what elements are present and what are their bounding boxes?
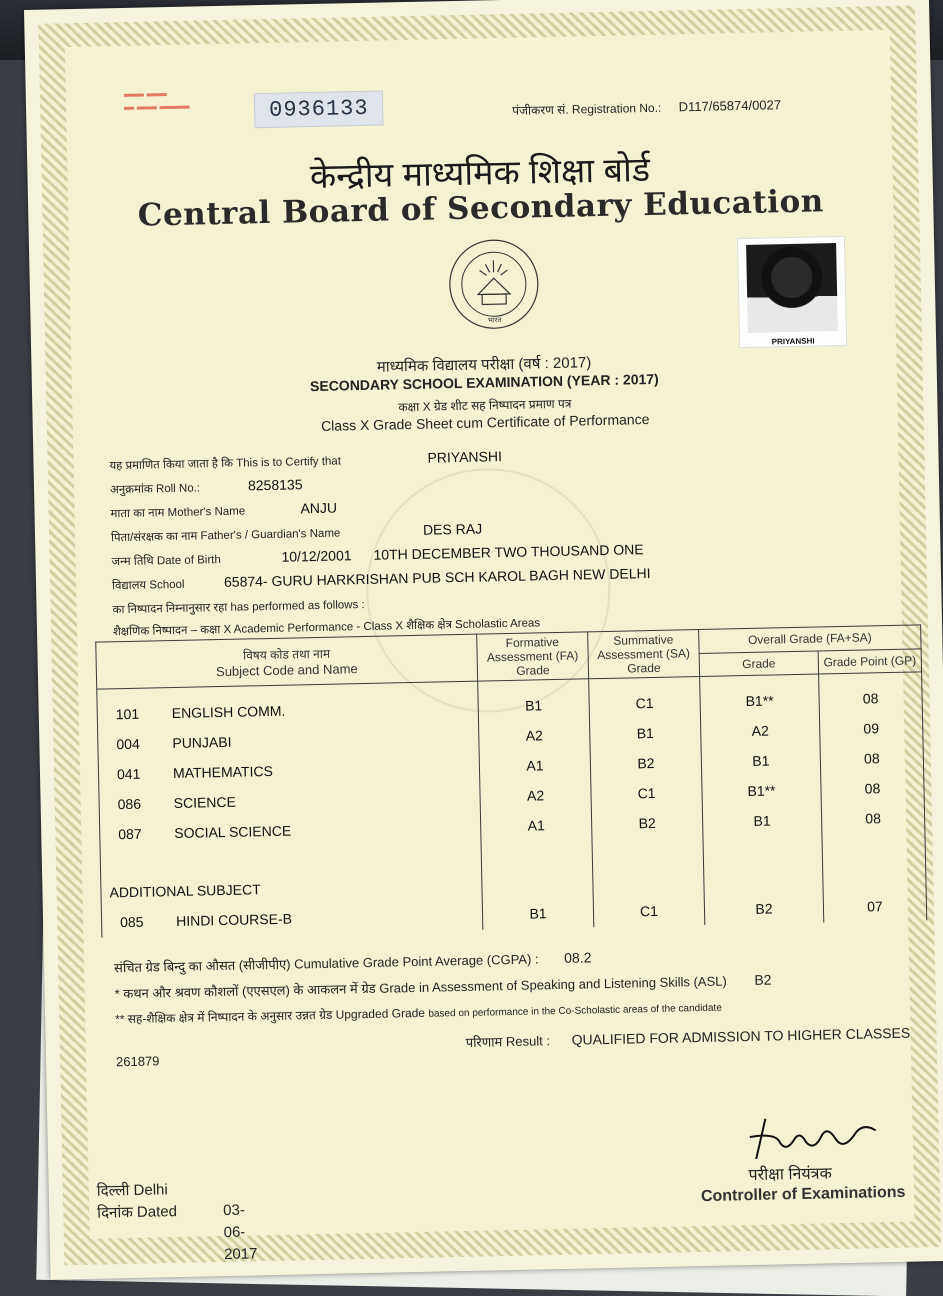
father-label: पिता/संरक्षक का नाम Father's / Guardian's Name bbox=[110, 527, 341, 545]
table-row: 087 SOCIAL SCIENCE bbox=[118, 822, 292, 843]
red-stamp: ▬▬ ▬▬ ▬ ▬▬ ▬▬▬ bbox=[123, 88, 190, 113]
fa-header: Formative Assessment (FA) Grade bbox=[477, 632, 589, 681]
exam-title-hindi: माध्यमिक विद्यालय परीक्षा (वर्ष : 2017) bbox=[376, 354, 592, 376]
roll-number: 8258135 bbox=[247, 476, 303, 494]
mother-name: ANJU bbox=[300, 499, 338, 517]
subject-header-english: Subject Code and Name bbox=[215, 661, 358, 680]
registration-row bbox=[512, 96, 781, 119]
sa-column: C1 B1 B2 C1 B2 C1 bbox=[589, 676, 705, 927]
cgpa-value: 08.2 bbox=[564, 949, 592, 966]
academic-label: शैक्षणिक निष्पादन – कक्षा X Academic Performance - Class X शैक्षिक क्षेत्र Scholastic Areas bbox=[112, 617, 541, 639]
dated-label: दिनांक Dated bbox=[97, 1203, 178, 1222]
photo-caption: PRIYANSHI bbox=[771, 336, 815, 347]
board-name-hindi: केन्द्रीय माध्यमिक शिक्षा बोर्ड bbox=[309, 150, 651, 197]
additional-subject-label: ADDITIONAL SUBJECT bbox=[109, 881, 261, 901]
certify-label: यह प्रमाणित किया जाता है कि This is to Certify that bbox=[109, 455, 342, 473]
cbse-emblem-icon bbox=[447, 237, 541, 331]
place-date-block bbox=[96, 1179, 258, 1264]
controller-title-english: Controller of Examinations bbox=[700, 1183, 906, 1206]
subject-header bbox=[96, 634, 478, 689]
student-name: PRIYANSHI bbox=[427, 448, 503, 466]
roll-row bbox=[109, 476, 303, 497]
table-row: 004 PUNJABI bbox=[116, 733, 232, 753]
dob-label: जन्म तिथि Date of Birth bbox=[111, 554, 221, 569]
photo-image bbox=[746, 243, 838, 333]
certificate-body bbox=[65, 30, 917, 1264]
controller-title-hindi: परीक्षा नियंत्रक bbox=[748, 1165, 832, 1185]
asl-label: * कथन और श्रवण कौशलों (एएसएल) के आकलन में ग्रेड Grade in Assessment of Speaking and Listening Skills (ASL) bbox=[114, 973, 727, 1002]
student-photo bbox=[737, 236, 847, 348]
registration-label: पंजीकरण सं. Registration No.: bbox=[512, 100, 662, 118]
table-row: 086 SCIENCE bbox=[117, 793, 237, 813]
exam-title-english: SECONDARY SCHOOL EXAMINATION (YEAR : 2017) bbox=[309, 370, 659, 395]
performed-label: का निष्पादन निम्नानुसार रहा has performed as follows : bbox=[112, 598, 365, 617]
school-name: 65874- GURU HARKRISHAN PUB SCH KAROL BAGH NEW DELHI bbox=[223, 565, 651, 590]
controller-signature bbox=[735, 1110, 896, 1163]
roll-label: अनुक्रमांक Roll No.: bbox=[109, 482, 201, 497]
subject-header-hindi: विषय कोड तथा नाम bbox=[242, 646, 331, 663]
subject-column bbox=[97, 681, 483, 937]
registration-number: D117/65874/0027 bbox=[678, 97, 782, 115]
code-number: 261879 bbox=[115, 1053, 160, 1070]
sheet-title-english: Class X Grade Sheet cum Certificate of Performance bbox=[320, 410, 650, 434]
asl-value: B2 bbox=[754, 971, 772, 988]
asl-row bbox=[114, 971, 771, 1003]
grade-column: B1** A2 B1 B1** B1 B2 bbox=[700, 674, 824, 925]
result-value: QUALIFIED FOR ADMISSION TO HIGHER CLASSES bbox=[571, 1024, 911, 1048]
grades-table bbox=[95, 624, 927, 937]
serial-number: 0936133 bbox=[254, 90, 384, 128]
table-row: 041 MATHEMATICS bbox=[116, 762, 273, 783]
cgpa-label: संचित ग्रेड बिन्दु का औसत (सीजीपीए) Cumulative Grade Point Average (CGPA) : bbox=[113, 951, 539, 976]
place-label: दिल्ली Delhi bbox=[96, 1181, 168, 1200]
certify-row bbox=[109, 448, 503, 473]
dob-value: 10/12/2001 bbox=[281, 547, 352, 565]
gp-column: 08 09 08 08 08 07 bbox=[819, 672, 927, 923]
dated-value: 03-06-2017 bbox=[223, 1201, 258, 1264]
school-row bbox=[111, 565, 651, 594]
board-name-english: Central Board of Secondary Education bbox=[137, 183, 825, 234]
fa-column: B1 A2 A1 A2 A1 B1 bbox=[478, 679, 594, 930]
upgraded-note: based on performance in the Co-Scholastic areas of the candidate bbox=[428, 1002, 722, 1020]
mother-row bbox=[110, 499, 338, 521]
gp-header: Grade Point (GP) bbox=[818, 648, 921, 674]
overall-header: Overall Grade (FA+SA) bbox=[699, 625, 921, 653]
dob-words: 10TH DECEMBER TWO THOUSAND ONE bbox=[373, 541, 644, 563]
table-row: 101 ENGLISH COMM. bbox=[115, 702, 286, 723]
result-label: परिणाम Result : bbox=[465, 1033, 551, 1050]
mother-label: माता का नाम Mother's Name bbox=[110, 505, 246, 521]
upgraded-label: ** सह-शैक्षिक क्षेत्र में निष्पादन के अनुसार उन्नत ग्रेड Upgraded Grade bbox=[115, 1005, 426, 1027]
emblem-bottom-text: भारत bbox=[487, 316, 502, 325]
sheet-title-hindi: कक्षा X ग्रेड शीट सह निष्पादन प्रमाण पत्र bbox=[398, 396, 572, 415]
table-body bbox=[97, 672, 927, 938]
father-name: DES RAJ bbox=[422, 520, 483, 538]
father-row bbox=[110, 520, 483, 545]
certificate-paper bbox=[24, 0, 943, 1280]
result-row bbox=[466, 1024, 911, 1051]
sa-header: Summative Assessment (SA) Grade bbox=[588, 630, 700, 679]
dob-row bbox=[111, 541, 644, 569]
table-row: 085 HINDI COURSE-B bbox=[119, 910, 293, 931]
school-label: विद्यालय School bbox=[111, 578, 185, 593]
upgraded-row bbox=[115, 998, 722, 1028]
grade-header: Grade bbox=[699, 651, 818, 677]
cgpa-row bbox=[114, 948, 592, 976]
